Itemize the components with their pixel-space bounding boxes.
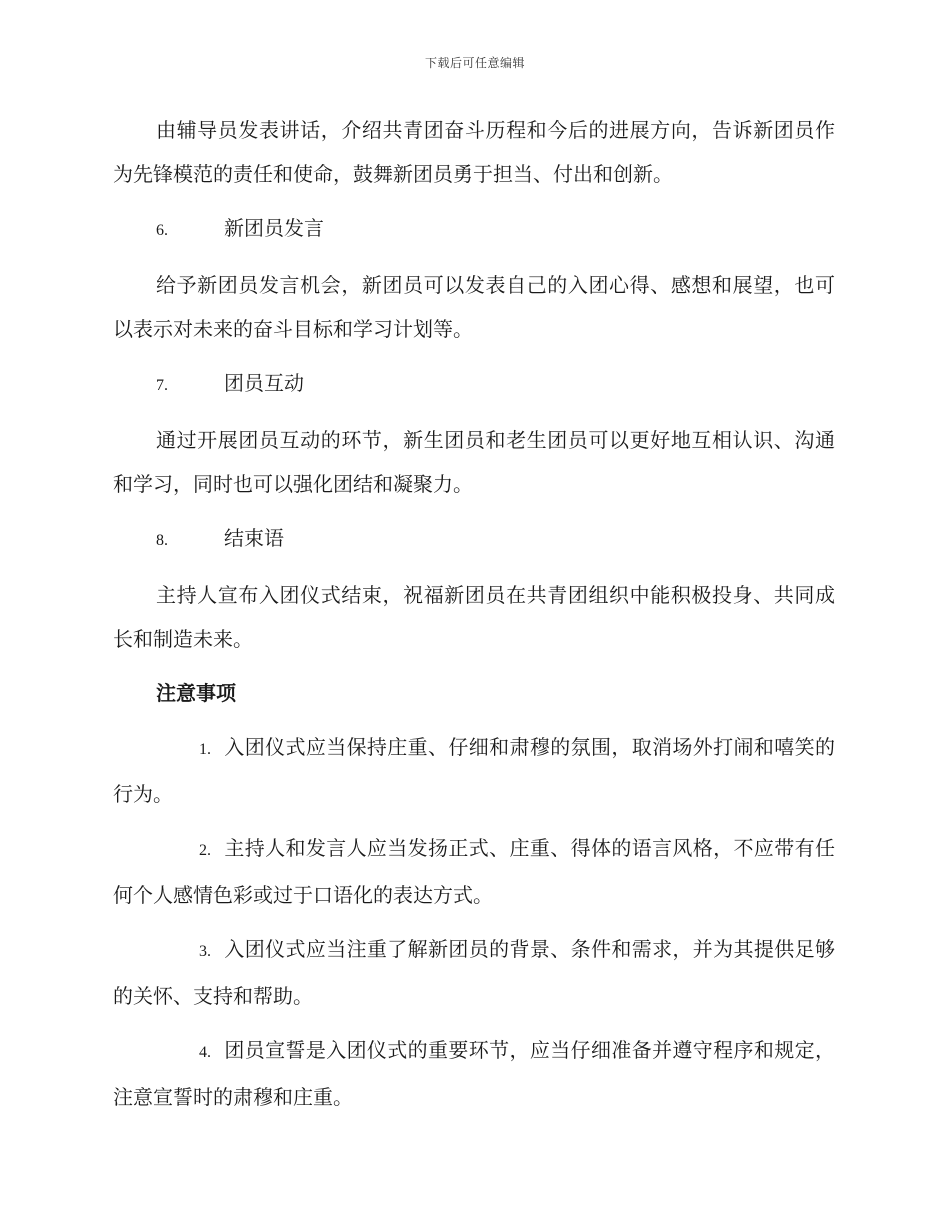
- section-7-title: 团员互动: [224, 371, 304, 395]
- note-1-text: 入团仪式应当保持庄重、仔细和肃穆的氛围，取消场外打闹和嘻笑的行为。: [113, 735, 835, 806]
- section-8-title: 结束语: [224, 526, 284, 550]
- section-6-heading: [113, 206, 835, 253]
- note-3-text: 入团仪式应当注重了解新团员的背景、条件和需求，并为其提供足够的关怀、支持和帮助。: [113, 937, 835, 1008]
- document-body: [113, 108, 835, 1119]
- note-2-number: 2.: [199, 842, 211, 859]
- section-8-heading: [113, 516, 835, 563]
- section-7-heading: [113, 361, 835, 408]
- note-4-text: 团员宣誓是入团仪式的重要环节，应当仔细准备并遵守程序和规定，注意宣誓时的肃穆和庄重。: [113, 1038, 835, 1109]
- section-6-number: 6.: [156, 222, 168, 239]
- note-3-number: 3.: [199, 943, 211, 960]
- section-6-title: 新团员发言: [224, 216, 324, 240]
- note-item-3: [113, 927, 835, 1018]
- paragraph-counselor-speech: 由辅导员发表讲话，介绍共青团奋斗历程和今后的进展方向，告诉新团员作为先锋模范的责任和使命，鼓舞新团员勇于担当、付出和创新。: [113, 118, 835, 186]
- section-7-number: 7.: [156, 377, 168, 394]
- note-item-1: [113, 725, 835, 816]
- note-item-2: [113, 826, 835, 917]
- note-2-text: 主持人和发言人应当发扬正式、庄重、得体的语言风格，不应带有任何个人感情色彩或过于口语化的表达方式。: [113, 836, 835, 907]
- paragraph-new-member-speech: 给予新团员发言机会，新团员可以发表自己的入团心得、感想和展望，也可以表示对未来的奋斗目标和学习计划等。: [113, 273, 835, 341]
- paragraph-member-interaction: 通过开展团员互动的环节，新生团员和老生团员可以更好地互相认识、沟通和学习，同时也可以强化团结和凝聚力。: [113, 428, 835, 496]
- note-4-number: 4.: [199, 1044, 211, 1061]
- paragraph-closing-remarks: 主持人宣布入团仪式结束，祝福新团员在共青团组织中能积极投身、共同成长和制造未来。: [113, 583, 835, 651]
- page-header: 下载后可任意编辑: [424, 56, 525, 70]
- note-1-number: 1.: [199, 741, 211, 758]
- notes-heading: 注意事项: [156, 681, 236, 705]
- note-item-4: [113, 1028, 835, 1119]
- section-8-number: 8.: [156, 532, 168, 549]
